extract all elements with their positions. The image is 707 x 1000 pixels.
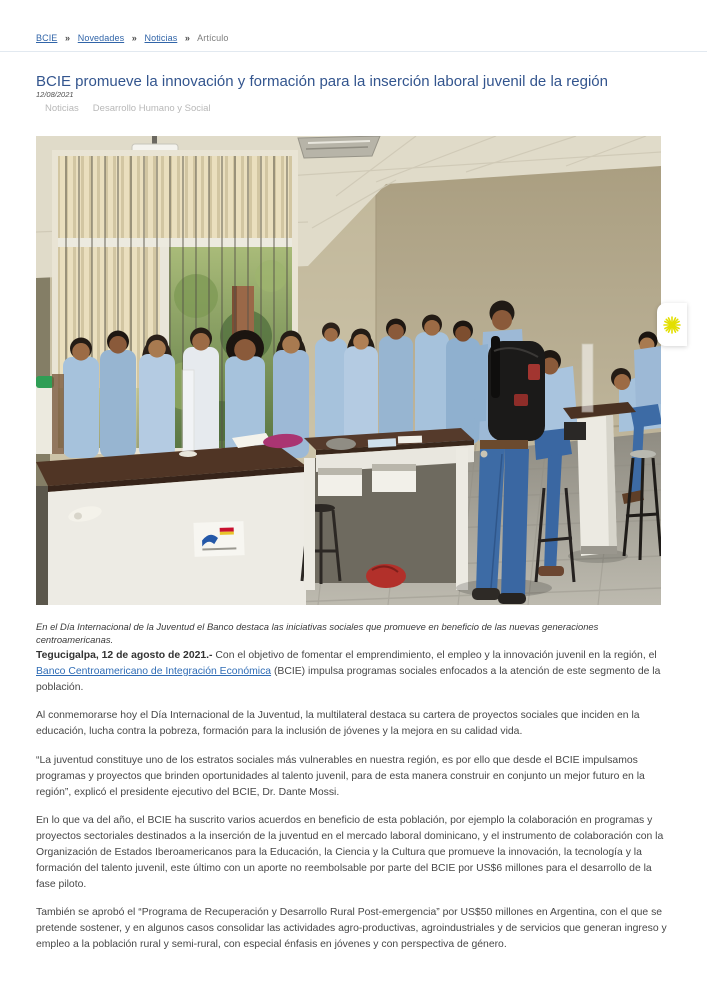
student-figure [139, 335, 175, 459]
dateline: Tegucigalpa, 12 de agosto de 2021.- [36, 650, 213, 661]
student-figure [415, 315, 449, 445]
breadcrumb-separator: » [131, 33, 137, 43]
breadcrumb-link-bcie[interactable]: BCIE [36, 33, 58, 43]
student-figure [315, 323, 347, 445]
article-photo [36, 136, 661, 605]
tag-desarrollo-humano[interactable]: Desarrollo Humano y Social [92, 103, 211, 114]
page-title: BCIE promueve la innovación y formación para la inserción laboral juvenil de la región [36, 73, 608, 91]
tag-noticias[interactable]: Noticias [45, 103, 79, 114]
breadcrumb-separator: » [184, 33, 191, 43]
asterisk-icon [663, 316, 681, 334]
intro-paragraph: Tegucigalpa, 12 de agosto de 2021.- Con el objetivo de fomentar el emprendimiento, el empleo y la innovación juvenil en la región, el Banco Centroamericano de Integración Económica (BCIE) impulsa programas sociales enfocados a la atención de este segmento de la población. [36, 650, 661, 693]
breadcrumb [36, 33, 228, 43]
student-figure [344, 329, 378, 445]
accessibility-widget-button[interactable] [657, 303, 687, 346]
student-figure [379, 319, 413, 445]
photo-caption: En el Día Internacional de la Juventud el Banco destaca las iniciativas sociales que promueve en beneficio de las nuevas generaciones centroamericanas. [36, 621, 599, 645]
breadcrumb-link-noticias[interactable]: Noticias [144, 33, 178, 43]
header-divider [0, 51, 707, 52]
body-paragraph: “La juventud constituye uno de los estratos sociales más vulnerables en nuestra región, es por ello que desde el BCIE impulsamos programas y proyectos que brinden oportunidades al talento juvenil, para de esta manera construir en conjunto un mejor futuro en la región”, explicó el presidente ejecutivo del BCIE, Dr. Dante Mossi. [36, 754, 645, 798]
center-desk [302, 428, 474, 590]
breadcrumb-link-novedades[interactable]: Novedades [77, 33, 125, 43]
article-tags [45, 103, 211, 114]
article-date: 12/08/2021 [36, 90, 74, 99]
breadcrumb-current: Artículo [197, 33, 229, 43]
bcie-link[interactable]: Banco Centroamericano de Integración Económica [36, 665, 272, 677]
body-paragraph: En lo que va del año, el BCIE ha suscrito varios acuerdos en beneficio de esta población, por ejemplo la colaboración en programas y proyectos sectoriales destinados a la inserción de la juventud en el mercado laboral dominicano, y el instrumento de colaboración con la Organización de Estados Iberoamericanos para la Educación, la Ciencia y la Cultura que promueve la innovación, la tecnología y la formación del talento juvenil, este último con un aporte no reembolsable por parte del BCIE por US$6 millones para el desarrollo de la fase piloto. [36, 815, 664, 890]
article-body [36, 648, 670, 966]
body-paragraph: Al conmemorarse hoy el Día Internacional de la Juventud, la multilateral destaca su cartera de proyectos sociales que inciden en la educación, lucha contra la pobreza, formación para la inclusión de jóvenes y la mejora en su calidad vida. [36, 710, 640, 738]
body-paragraph: También se aprobó el “Programa de Recuperación y Desarrollo Rural Post-emergencia” por US$50 millones en Argentina, con el que se pretende sostener, y en algunos casos consolidar las actividades agro-productivas, agroindustriales y de servicios que generan ingreso y empleo a la población rural y semi-rural, con especial énfasis en jóvenes y con perspectiva de género. [36, 907, 667, 950]
breadcrumb-separator: » [65, 33, 71, 43]
left-desk [36, 444, 306, 605]
